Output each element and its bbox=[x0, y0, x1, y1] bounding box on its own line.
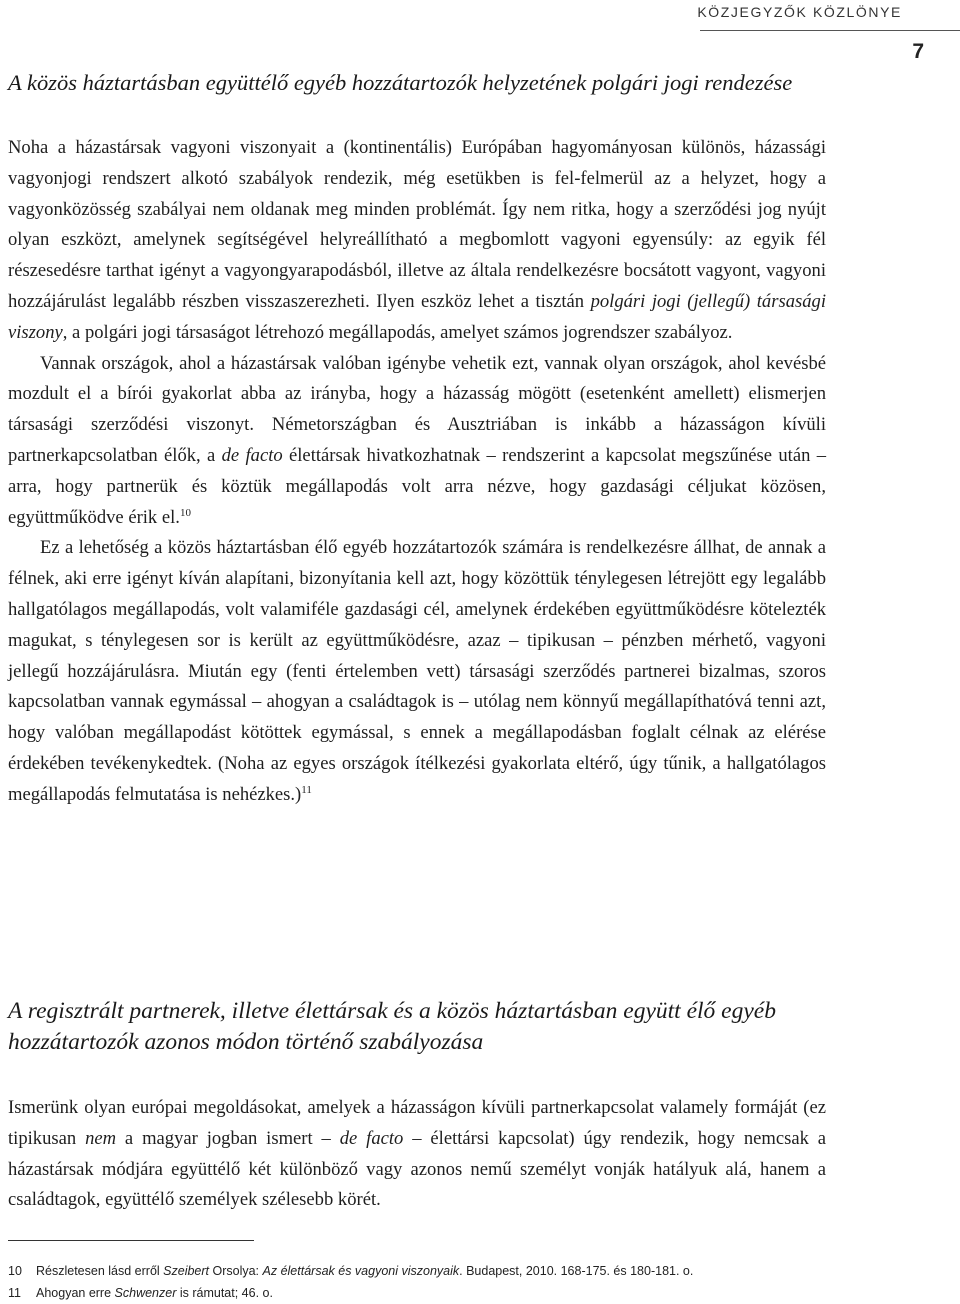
section-title-2: A regisztrált partnerek, illetve élettársak és a közös háztartásban együtt élő egyéb hozzátartozók azonos módon történő szabályozása bbox=[8, 998, 776, 1055]
footnote-work-title: Az élettársak és vagyoni viszonyaik bbox=[262, 1264, 460, 1278]
footnote-text: Orsolya: bbox=[209, 1264, 263, 1278]
footnote-10 bbox=[8, 1260, 908, 1282]
footnote-number: 11 bbox=[8, 1286, 21, 1300]
paragraph-4-emphasis-1: nem bbox=[85, 1127, 117, 1149]
paragraph-3-text: Ez a lehetőség a közös háztartásban élő egyéb hozzátartozók számára is rendelkezésre állhat, de annak a félnek, aki erre igényt kíván alapítani, bizonyítania kell azt, hogy közöttük ténylegesen létrejött egy legalább hallgatólagos megállapodás, volt valamiféle gazdasági cél, amelynek érdekében együttműködésre kötelezték magukat, s ténylegesen sor is került az együttműködésre, azaz – tipikusan – pénzben mérhető, vagyoni jellegű hozzájárulásra. Miután egy (fenti értelemben vett) társasági szerződés partnerei bizalmas, szoros kapcsolatban vannak egymással – ahogyan a családtagok is – utólag nem könnyű megállapíthatóvá tenni azt, hogy valóban megállapodást kötöttek egymással, s ennek a megállapodásban foglalt célnak az elérése érdekében tevékenykedtek. (Noha az egyes országok ítélkezési gyakorlata eltérő, úgy tűnik, a hallgatólagos megállapodás felmutatása is nehézkes.) bbox=[8, 537, 826, 805]
footnote-ref-10[interactable]: 10 bbox=[179, 506, 191, 519]
footnote-rule bbox=[8, 1240, 254, 1241]
section-title-1: A közös háztartásban együttélő egyéb hozzátartozók helyzetének polgári jogi rendezése bbox=[8, 70, 793, 95]
header-rule bbox=[700, 30, 960, 31]
footnote-text: Ahogyan erre bbox=[36, 1286, 115, 1300]
paragraph-2-text-a: Vannak országok, ahol a házastársak valóban igénybe vehetik ezt, vannak olyan országok, ahol kevésbé mozdult el a bírói gyakorlat abba az irányba, hogy a házasság mögött (esetenként amellett) elismerjen társasági szerződési viszonyt. Németországban és Ausztriában is inkább a házasságon kívüli partnerkapcsolatban élők, a bbox=[8, 352, 826, 466]
footnotes bbox=[8, 1260, 908, 1304]
footnote-text: Részletesen lásd erről bbox=[36, 1264, 164, 1278]
page-number: 7 bbox=[912, 40, 924, 63]
section-2-body bbox=[8, 1093, 826, 1216]
paragraph-1-text-b: , a polgári jogi társaságot létrehozó megállapodás, amelyet számos jogrendszer szabályoz. bbox=[62, 321, 733, 343]
paragraph-1-text-a: Noha a házastársak vagyoni viszonyait a (kontinentális) Európában hagyományosan különös, házassági vagyonjogi rendszert alkotó szabályok rendezik, még esetükben is fel-felmerül az a helyzet, hogy a vagyonközösség szabályai nem oldanak meg minden problémát. Így nem ritka, hogy a szerződési jog nyújt olyan eszközt, amelynek segítségével helyreállítható a megbomlott vagyoni egyensúly: az egyik fél részesedésre tarthat igényt a vagyongyarapodásból, illetve az általa rendelkezésre bocsátott vagyont, vagyoni hozzájárulást legalább részben visszaszerezheti. Ilyen eszköz lehet a tisztán bbox=[8, 137, 826, 312]
section-1-body bbox=[8, 133, 826, 811]
footnote-text: is rámutat; 46. o. bbox=[176, 1286, 273, 1300]
footnote-ref-11[interactable]: 11 bbox=[301, 783, 312, 796]
paragraph-4 bbox=[8, 1093, 826, 1216]
paragraph-2-text-b: élettársak hivatkozhatnak – rendszerint a kapcsolat megszűnése után – arra, hogy partnerük és köztük megállapodás volt arra nézve, hogy gazdasági céljukat közösen, együttműködve érik el. bbox=[8, 444, 826, 528]
paragraph-1-emphasis: polgári jogi (jellegű) társasági viszony bbox=[8, 290, 826, 343]
paragraph-4-text-c: – élettársi kapcsolat) úgy rendezik, hogy nemcsak a házastársak módjára együttélő két különböző vagy azonos nemű személyt vonják hatályuk alá, hanem a családtagok, együttélő személyek szélesebb körét. bbox=[8, 1127, 827, 1211]
paragraph-4-text-a: Ismerünk olyan európai megoldásokat, amelyek a házasságon kívüli partnerkapcsolat valamely formáját (ez tipikusan bbox=[8, 1097, 826, 1149]
footnote-author: Szeibert bbox=[163, 1264, 210, 1278]
footnote-number: 10 bbox=[8, 1264, 22, 1278]
footnote-11 bbox=[8, 1282, 908, 1304]
paragraph-2 bbox=[8, 349, 826, 534]
paragraph-2-emphasis: de facto bbox=[221, 444, 283, 466]
paragraph-3 bbox=[8, 533, 826, 810]
paragraph-4-emphasis-2: de facto bbox=[339, 1127, 404, 1149]
footnote-text: . Budapest, 2010. 168-175. és 180-181. o. bbox=[459, 1264, 694, 1278]
paragraph-4-text-b: a magyar jogban ismert – bbox=[116, 1127, 340, 1149]
journal-title: KÖZJEGYZŐK KÖZLÖNYE bbox=[697, 4, 902, 20]
paragraph-1 bbox=[8, 133, 826, 349]
footnote-author: Schwenzer bbox=[114, 1286, 177, 1300]
